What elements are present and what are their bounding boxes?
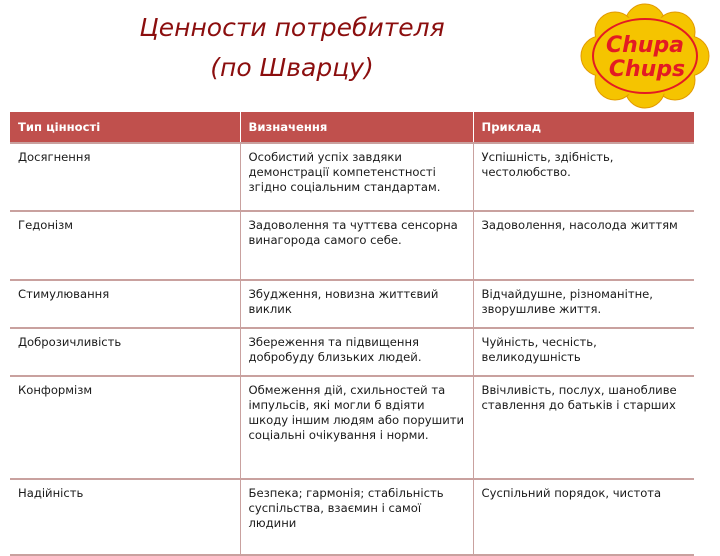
cell-value-type: Надійність	[10, 479, 240, 555]
cell-example: Задоволення, насолода життям	[473, 211, 694, 280]
cell-definition: Безпека; гармонія; стабільність суспільства, взаємин і самої людини	[240, 479, 473, 555]
cell-value-type: Гедонізм	[10, 211, 240, 280]
cell-value-type: Стимулювання	[10, 280, 240, 328]
table-row	[10, 211, 694, 280]
table-row	[10, 143, 694, 211]
cell-value-type: Доброзичливість	[10, 328, 240, 376]
cell-definition: Особистий успіх завдяки демонстрації компетенстності згідно соціальним стандартам.	[240, 143, 473, 211]
table-row	[10, 280, 694, 328]
cell-value-type: Конформізм	[10, 376, 240, 479]
table-row	[10, 328, 694, 376]
title-line-1: Ценности потребителя	[139, 13, 445, 42]
header-value-type: Тип цінності	[10, 112, 240, 143]
table-row	[10, 479, 694, 555]
cell-definition: Збудження, новизна життєвий виклик	[240, 280, 473, 328]
logo-text-top: Chupa	[605, 33, 685, 58]
cell-definition: Задоволення та чуттєва сенсорна винагорода самого себе.	[240, 211, 473, 280]
cell-example: Ввічливість, послух, шанобливе ставлення до батьків і старших	[473, 376, 694, 479]
header-example: Приклад	[473, 112, 694, 143]
cell-definition: Обмеження дій, схильностей та імпульсів, які могли б вдіяти шкоду іншим людям або порушити соціальні очікування і норми.	[240, 376, 473, 479]
slide-title	[92, 8, 492, 88]
header-definition: Визначення	[240, 112, 473, 143]
values-table	[10, 112, 694, 556]
chupa-chups-logo	[572, 2, 718, 110]
cell-example: Чуйність, чесність, великодушність	[473, 328, 694, 376]
cell-example: Суспільний порядок, чистота	[473, 479, 694, 555]
table-row	[10, 376, 694, 479]
table-header-row	[10, 112, 694, 143]
logo-text-bottom: Chups	[608, 57, 686, 82]
cell-example: Відчайдушне, різноманітне, зворушливе життя.	[473, 280, 694, 328]
cell-example: Успішність, здібність, честолюбство.	[473, 143, 694, 211]
title-line-2: (по Шварцу)	[210, 53, 374, 82]
cell-definition: Збереження та підвищення добробуду близьких людей.	[240, 328, 473, 376]
cell-value-type: Досягнення	[10, 143, 240, 211]
